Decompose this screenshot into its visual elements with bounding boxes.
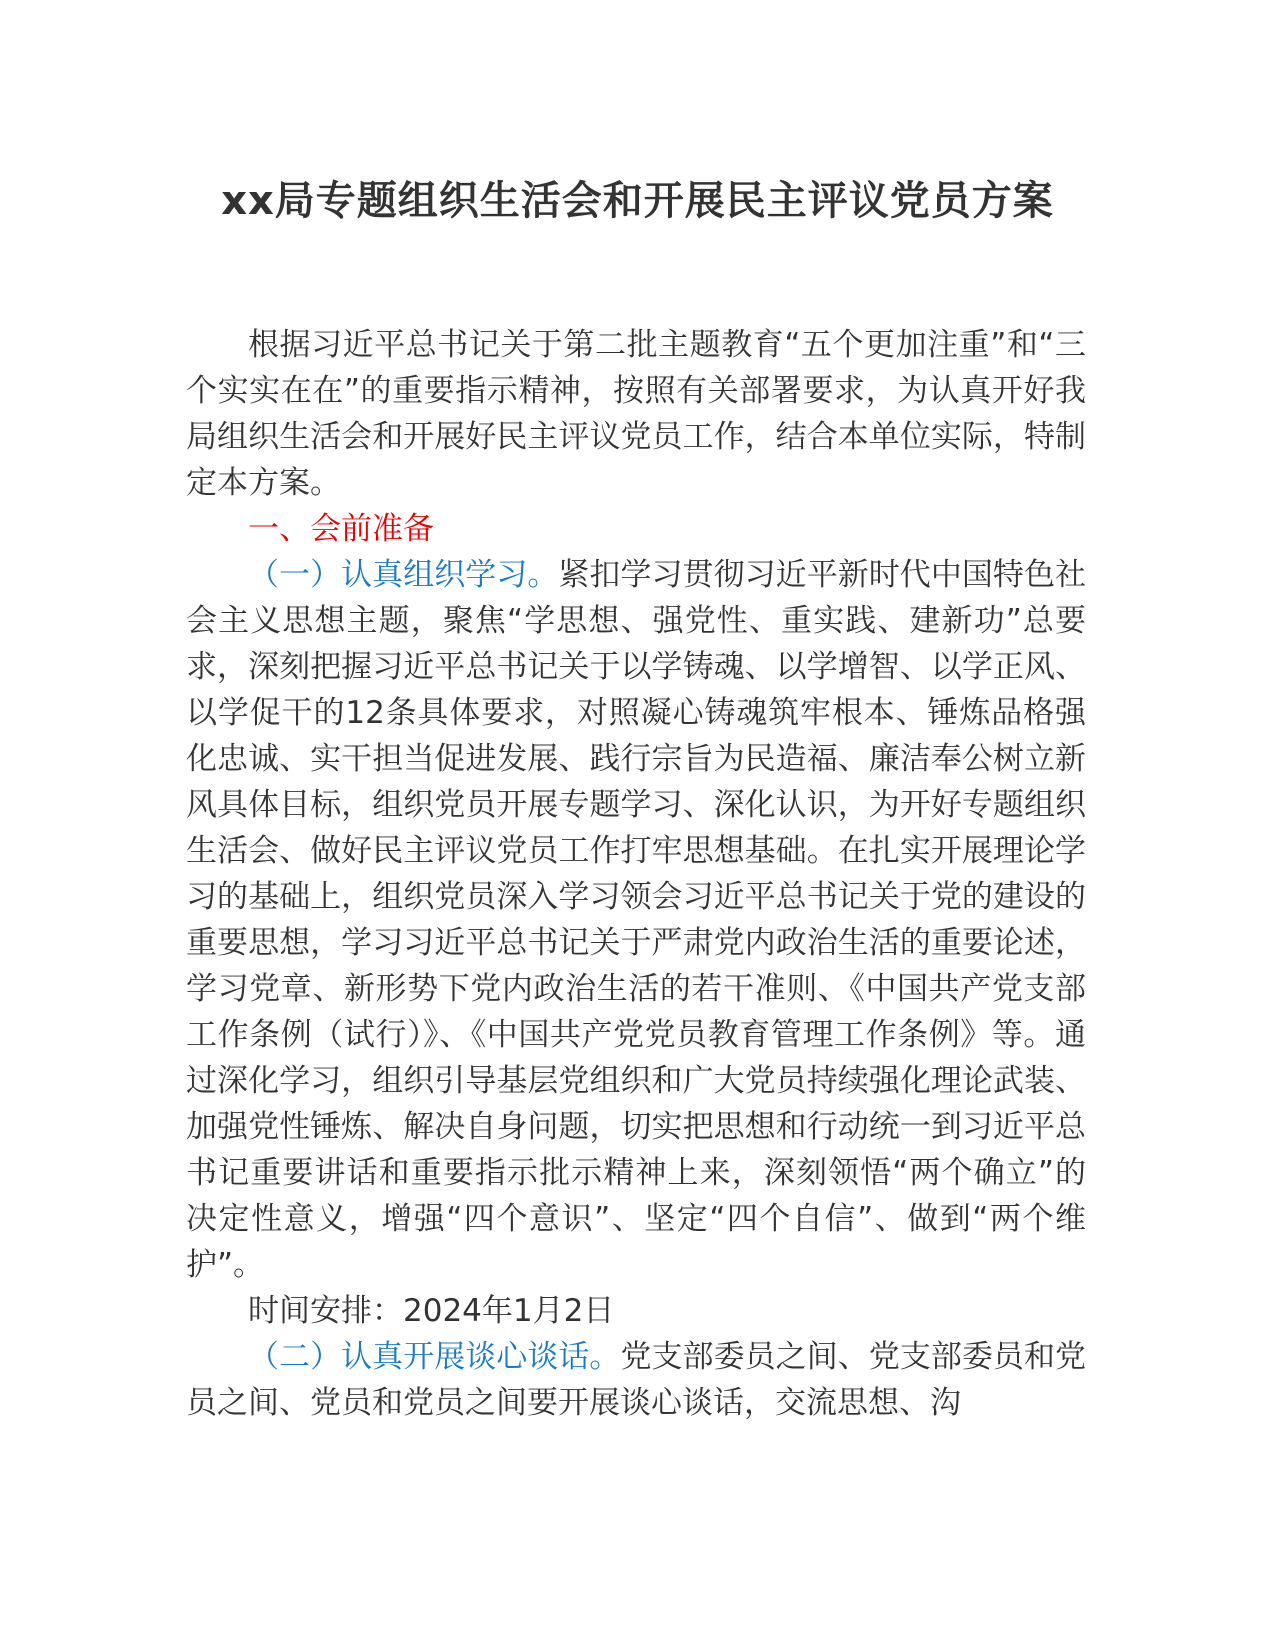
subsection-heading-talk: （二）认真开展谈心谈话。 <box>248 1339 621 1375</box>
schedule-line: 时间安排：2024年1月2日 <box>248 1293 615 1329</box>
document-title: xx局专题组织生活会和开展民主评议党员方案 <box>221 178 1054 224</box>
subsection-study-text: 紧扣学习贯彻习近平新时代中国特色社会主义思想主题，聚焦“学思想、强党性、重实践、建新功”总要求，深刻把握习近平总书记关于以学铸魂、以学增智、以学正风、以学促干的12条具体要求，对照凝心铸魂筑牢根本、锤炼品格强化忠诚、实干担当促进发展、践行宗旨为民造福、廉洁奉公树立新风具体目标，组织党员开展专题学习、深化认识，为开好专题组织生活会、做好民主评议党员工作打牢思想基础。在扎实开展理论学习的基础上，组织党员深入学习领会习近平总书记关于党的建设的重要思想，学习习近平总书记关于严肃党内政治生活的重要论述，学习党章、新形势下党内政治生活的若干准则、《中国共产党支部工作条例（试行）》、《中国共产党党员教育管理工作条例》等。通过深化学习，组织引导基层党组织和广大党员持续强化理论武装、加强党性锤炼、解决自身问题，切实把思想和行动统一到习近平总书记重要讲话和重要指示批示精神上来，深刻领悟“两个确立”的决定性意义，增强“四个意识”、坚定“四个自信”、做到“两个维护”。 <box>186 557 1087 1283</box>
subsection-talk-text: 党支部委员之间、党支部委员和党员之间、党员和党员之间要开展谈心谈话，交流思想、沟 <box>186 1339 1087 1421</box>
section-heading-preparation: 一、会前准备 <box>248 511 434 547</box>
subsection-talk-paragraph <box>186 1334 1086 1426</box>
document-body <box>186 322 1086 1426</box>
subsection-study-paragraph <box>186 552 1086 1288</box>
subsection-heading-study: （一）认真组织学习。 <box>248 557 559 593</box>
intro-paragraph: 根据习近平总书记关于第二批主题教育“五个更加注重”和“三个实实在在”的重要指示精神，按照有关部署要求，为认真开好我局组织生活会和开展好民主评议党员工作，结合本单位实际，特制定本方案。 <box>186 327 1086 501</box>
